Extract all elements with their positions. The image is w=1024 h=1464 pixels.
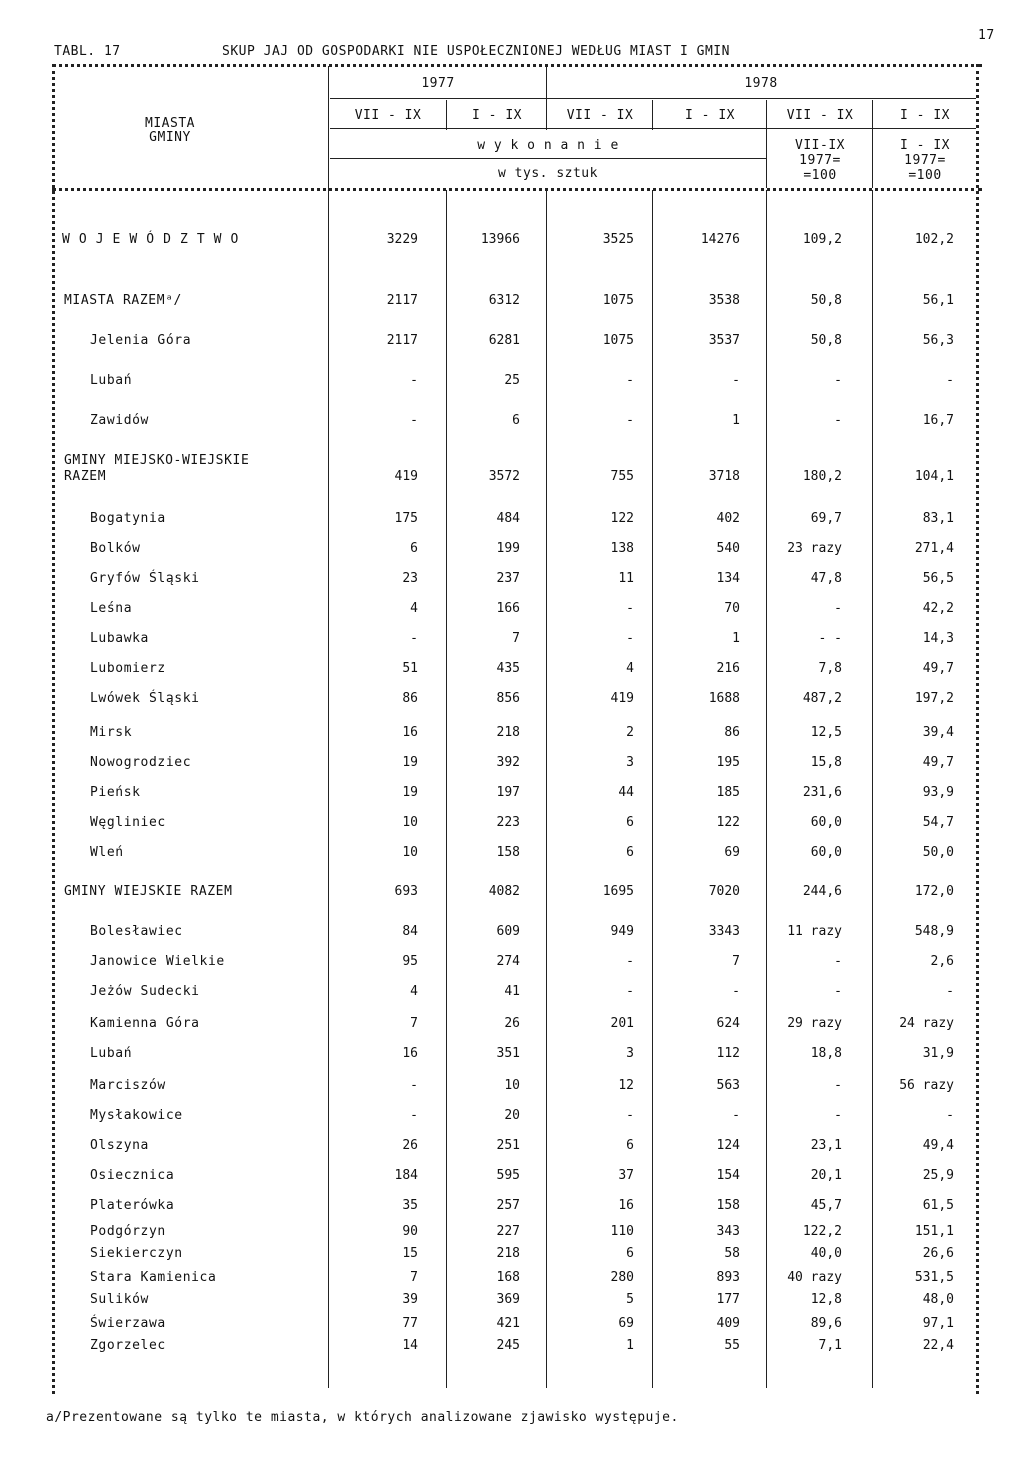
row-value-col3: 44 xyxy=(618,785,634,800)
row-value-col4: 1 xyxy=(732,631,740,646)
table-label: TABL. 17 xyxy=(54,44,121,59)
row-value-col3: 3 xyxy=(626,1046,634,1061)
row-value-col3: 37 xyxy=(618,1168,634,1183)
col-divider-2 xyxy=(546,190,547,1388)
row-value-col4: - xyxy=(732,373,740,388)
row-value-col2: 20 xyxy=(504,1108,520,1123)
row-value-col1: 15 xyxy=(402,1246,418,1261)
row-value-col2: 10 xyxy=(504,1078,520,1093)
row-value-col5: 89,6 xyxy=(810,1316,842,1331)
row-value-col2: 351 xyxy=(496,1046,520,1061)
row-value-col1: 419 xyxy=(394,469,418,484)
row-value-col1: 2117 xyxy=(386,333,418,348)
row-value-col4: 58 xyxy=(724,1246,740,1261)
row-value-col3: 755 xyxy=(610,469,634,484)
row-value-col5: 231,6 xyxy=(802,785,842,800)
year-1978: 1978 xyxy=(744,76,778,91)
row-name: Kamienna Góra xyxy=(90,1016,200,1031)
row-name: Zgorzelec xyxy=(90,1338,166,1353)
row-value-col4: - xyxy=(732,1108,740,1123)
row-name: Lubawka xyxy=(90,631,149,646)
period-4: I - IX xyxy=(685,108,735,123)
row-value-col5: 180,2 xyxy=(802,469,842,484)
row-value-col1: - xyxy=(410,1108,418,1123)
row-name: Zawidów xyxy=(90,413,149,428)
row-value-col1: 14 xyxy=(402,1338,418,1353)
row-value-col6: 548,9 xyxy=(914,924,954,939)
row-value-col5: 244,6 xyxy=(802,884,842,899)
row-name: Pieńsk xyxy=(90,785,141,800)
row-value-col4: 134 xyxy=(716,571,740,586)
row-value-col5: - xyxy=(834,601,842,616)
row-value-col6: 61,5 xyxy=(922,1198,954,1213)
row-value-col3: 6 xyxy=(626,1138,634,1153)
left-border xyxy=(52,64,55,1394)
row-value-col4: 343 xyxy=(716,1224,740,1239)
row-value-col6: 42,2 xyxy=(922,601,954,616)
row-value-col2: 245 xyxy=(496,1338,520,1353)
header-bottom-border xyxy=(52,188,982,191)
row-value-col4: 3538 xyxy=(708,293,740,308)
page-number: 17 xyxy=(978,28,995,43)
row-value-col6: 102,2 xyxy=(914,232,954,247)
row-value-col2: 595 xyxy=(496,1168,520,1183)
row-name: Mirsk xyxy=(90,725,133,740)
row-value-col3: 122 xyxy=(610,511,634,526)
col-divider-5 xyxy=(872,190,873,1388)
row-value-col2: 7 xyxy=(512,631,520,646)
row-name: Siekierczyn xyxy=(90,1246,183,1261)
row-value-col3: 12 xyxy=(618,1078,634,1093)
row-value-col4: 70 xyxy=(724,601,740,616)
period-underline xyxy=(330,128,976,129)
row-value-col1: 10 xyxy=(402,845,418,860)
row-value-col4: 624 xyxy=(716,1016,740,1031)
row-value-col6: 25,9 xyxy=(922,1168,954,1183)
col-divider-1a xyxy=(446,100,447,130)
row-value-col1: - xyxy=(410,631,418,646)
row-value-col6: 14,3 xyxy=(922,631,954,646)
col-divider-1 xyxy=(446,190,447,1388)
row-value-col1: 7 xyxy=(410,1270,418,1285)
row-name: Sulików xyxy=(90,1292,149,1307)
row-name: Platerówka xyxy=(90,1198,175,1213)
row-value-col5: 18,8 xyxy=(810,1046,842,1061)
row-value-col4: 55 xyxy=(724,1338,740,1353)
row-name: Lubomierz xyxy=(90,661,166,676)
row-value-col1: 3229 xyxy=(386,232,418,247)
row-value-col2: 392 xyxy=(496,755,520,770)
row-value-col5: 47,8 xyxy=(810,571,842,586)
row-value-col3: 949 xyxy=(610,924,634,939)
row-name: Mysłakowice xyxy=(90,1108,183,1123)
row-name: Świerzawa xyxy=(90,1316,166,1331)
row-name: Wleń xyxy=(90,845,124,860)
row-value-col3: 3525 xyxy=(602,232,634,247)
row-value-col6: 49,4 xyxy=(922,1138,954,1153)
row-value-col4: 7 xyxy=(732,954,740,969)
row-value-col2: 223 xyxy=(496,815,520,830)
row-value-col1: 7 xyxy=(410,1016,418,1031)
row-value-col5: 12,8 xyxy=(810,1292,842,1307)
row-value-col4: 3718 xyxy=(708,469,740,484)
row-value-col6: 172,0 xyxy=(914,884,954,899)
row-value-col1: 693 xyxy=(394,884,418,899)
row-name: Lwówek Śląski xyxy=(90,691,200,706)
row-name: Bolków xyxy=(90,541,141,556)
row-name: MIASTA RAZEMᵃ/ xyxy=(64,293,182,308)
row-value-col5: 122,2 xyxy=(802,1224,842,1239)
row-value-col3: - xyxy=(626,1108,634,1123)
row-value-col6: 93,9 xyxy=(922,785,954,800)
row-value-col4: 177 xyxy=(716,1292,740,1307)
row-value-col4: 3537 xyxy=(708,333,740,348)
row-value-col3: 419 xyxy=(610,691,634,706)
row-value-col4: 122 xyxy=(716,815,740,830)
row-value-col3: 1695 xyxy=(602,884,634,899)
row-value-col3: - xyxy=(626,601,634,616)
row-label-miasta: MIASTA xyxy=(145,116,195,131)
row-name: Lubań xyxy=(90,373,133,388)
row-value-col6: 24 razy xyxy=(899,1016,954,1031)
row-value-col1: - xyxy=(410,373,418,388)
row-value-col1: 4 xyxy=(410,984,418,999)
index-b: I - IX 1977= =100 xyxy=(900,138,950,183)
row-value-col5: 29 razy xyxy=(787,1016,842,1031)
row-value-col1: 84 xyxy=(402,924,418,939)
row-name: Jelenia Góra xyxy=(90,333,192,348)
row-value-col1: 19 xyxy=(402,785,418,800)
row-value-col5: 40 razy xyxy=(787,1270,842,1285)
row-value-col6: 39,4 xyxy=(922,725,954,740)
row-name: Leśna xyxy=(90,601,133,616)
row-value-col6: - xyxy=(946,373,954,388)
col-divider-4 xyxy=(766,190,767,1388)
row-value-col6: 531,5 xyxy=(914,1270,954,1285)
period-1: VII - IX xyxy=(354,108,422,123)
row-value-col5: 69,7 xyxy=(810,511,842,526)
row-value-col1: 10 xyxy=(402,815,418,830)
row-name: Podgórzyn xyxy=(90,1224,166,1239)
row-value-col1: 2117 xyxy=(386,293,418,308)
row-value-col2: 856 xyxy=(496,691,520,706)
row-value-col1: 16 xyxy=(402,1046,418,1061)
row-value-col5: 23,1 xyxy=(810,1138,842,1153)
row-value-col5: - xyxy=(834,413,842,428)
row-value-col4: 216 xyxy=(716,661,740,676)
row-value-col3: 6 xyxy=(626,1246,634,1261)
row-value-col5: 12,5 xyxy=(810,725,842,740)
row-value-col6: 151,1 xyxy=(914,1224,954,1239)
row-value-col2: 6312 xyxy=(488,293,520,308)
row-value-col3: 201 xyxy=(610,1016,634,1031)
row-value-col6: 31,9 xyxy=(922,1046,954,1061)
row-value-col4: 14276 xyxy=(700,232,740,247)
row-value-col5: 23 razy xyxy=(787,541,842,556)
row-value-col5: 11 razy xyxy=(787,924,842,939)
col-divider-0 xyxy=(328,66,329,1388)
year-underline xyxy=(330,98,976,99)
row-name: Lubań xyxy=(90,1046,133,1061)
row-value-col3: 4 xyxy=(626,661,634,676)
row-value-col5: 45,7 xyxy=(810,1198,842,1213)
row-value-col1: 51 xyxy=(402,661,418,676)
row-value-col3: 11 xyxy=(618,571,634,586)
row-value-col5: 7,1 xyxy=(818,1338,842,1353)
row-value-col6: 26,6 xyxy=(922,1246,954,1261)
row-value-col5: - xyxy=(834,1078,842,1093)
row-value-col2: 158 xyxy=(496,845,520,860)
row-value-col3: 2 xyxy=(626,725,634,740)
row-name: Marciszów xyxy=(90,1078,166,1093)
row-value-col2: 218 xyxy=(496,725,520,740)
row-value-col6: 56,3 xyxy=(922,333,954,348)
row-value-col4: 3343 xyxy=(708,924,740,939)
row-value-col1: 35 xyxy=(402,1198,418,1213)
row-value-col4: 195 xyxy=(716,755,740,770)
row-value-col1: 184 xyxy=(394,1168,418,1183)
row-value-col4: 402 xyxy=(716,511,740,526)
row-value-col5: 15,8 xyxy=(810,755,842,770)
row-value-col5: 7,8 xyxy=(818,661,842,676)
row-name: Nowogrodziec xyxy=(90,755,192,770)
row-value-col2: 421 xyxy=(496,1316,520,1331)
row-value-col3: 280 xyxy=(610,1270,634,1285)
row-name: GMINY WIEJSKIE RAZEM xyxy=(64,884,233,899)
row-value-col6: 16,7 xyxy=(922,413,954,428)
row-value-col2: 4082 xyxy=(488,884,520,899)
row-value-col6: 56 razy xyxy=(899,1078,954,1093)
col-divider-5a xyxy=(872,100,873,188)
row-value-col6: 197,2 xyxy=(914,691,954,706)
row-value-col3: 3 xyxy=(626,755,634,770)
row-value-col3: 16 xyxy=(618,1198,634,1213)
row-value-col2: 6281 xyxy=(488,333,520,348)
table-title: SKUP JAJ OD GOSPODARKI NIE USPOŁECZNIONEJ WEDŁUG MIAST I GMIN xyxy=(222,44,730,59)
row-value-col4: 86 xyxy=(724,725,740,740)
row-value-col6: 104,1 xyxy=(914,469,954,484)
row-value-col6: - xyxy=(946,984,954,999)
row-value-col6: 271,4 xyxy=(914,541,954,556)
period-5: VII - IX xyxy=(786,108,854,123)
index-a: VII-IX 1977= =100 xyxy=(795,138,845,183)
row-value-col6: 56,5 xyxy=(922,571,954,586)
row-value-col5: 20,1 xyxy=(810,1168,842,1183)
row-value-col5: 60,0 xyxy=(810,845,842,860)
wykonanie-underline xyxy=(330,158,766,159)
row-value-col3: 110 xyxy=(610,1224,634,1239)
row-value-col3: - xyxy=(626,631,634,646)
row-name: Bogatynia xyxy=(90,511,166,526)
row-value-col4: 1 xyxy=(732,413,740,428)
row-value-col3: 138 xyxy=(610,541,634,556)
row-value-col2: 257 xyxy=(496,1198,520,1213)
row-name: Janowice Wielkie xyxy=(90,954,225,969)
col-divider-3a xyxy=(652,100,653,130)
row-value-col3: - xyxy=(626,373,634,388)
row-name: Olszyna xyxy=(90,1138,149,1153)
row-value-col4: 124 xyxy=(716,1138,740,1153)
row-value-col3: 69 xyxy=(618,1316,634,1331)
row-value-col4: 158 xyxy=(716,1198,740,1213)
row-name: Osiecznica xyxy=(90,1168,175,1183)
row-value-col1: - xyxy=(410,413,418,428)
row-value-col1: 26 xyxy=(402,1138,418,1153)
row-value-col1: 77 xyxy=(402,1316,418,1331)
row-name: Bolesławiec xyxy=(90,924,183,939)
row-value-col1: - xyxy=(410,1078,418,1093)
row-value-col5: - xyxy=(834,984,842,999)
row-value-col5: 40,0 xyxy=(810,1246,842,1261)
row-value-col3: - xyxy=(626,413,634,428)
row-value-col2: 168 xyxy=(496,1270,520,1285)
row-value-col3: 1 xyxy=(626,1338,634,1353)
row-value-col6: 83,1 xyxy=(922,511,954,526)
row-value-col2: 227 xyxy=(496,1224,520,1239)
row-value-col5: 50,8 xyxy=(810,293,842,308)
row-value-col4: 540 xyxy=(716,541,740,556)
row-value-col3: 5 xyxy=(626,1292,634,1307)
row-value-col1: 19 xyxy=(402,755,418,770)
row-value-col6: 48,0 xyxy=(922,1292,954,1307)
row-value-col2: 237 xyxy=(496,571,520,586)
row-value-col4: 154 xyxy=(716,1168,740,1183)
row-value-col6: 49,7 xyxy=(922,755,954,770)
row-name-line2: RAZEM xyxy=(64,469,107,484)
row-value-col1: 16 xyxy=(402,725,418,740)
row-value-col5: - xyxy=(834,373,842,388)
row-value-col5: 109,2 xyxy=(802,232,842,247)
row-value-col4: 1688 xyxy=(708,691,740,706)
row-value-col6: 56,1 xyxy=(922,293,954,308)
row-value-col1: 86 xyxy=(402,691,418,706)
row-value-col2: 435 xyxy=(496,661,520,676)
row-value-col4: 69 xyxy=(724,845,740,860)
row-value-col2: 218 xyxy=(496,1246,520,1261)
row-value-col2: 6 xyxy=(512,413,520,428)
row-value-col4: 409 xyxy=(716,1316,740,1331)
period-2: I - IX xyxy=(472,108,522,123)
row-value-col4: - xyxy=(732,984,740,999)
row-value-col2: 166 xyxy=(496,601,520,616)
row-value-col1: 95 xyxy=(402,954,418,969)
row-value-col2: 609 xyxy=(496,924,520,939)
row-value-col5: 487,2 xyxy=(802,691,842,706)
col-divider-4a xyxy=(766,100,767,188)
row-name: Gryfów Śląski xyxy=(90,571,200,586)
row-value-col1: 23 xyxy=(402,571,418,586)
period-3: VII - IX xyxy=(566,108,634,123)
row-value-col4: 563 xyxy=(716,1078,740,1093)
row-value-col2: 41 xyxy=(504,984,520,999)
row-name: Jeżów Sudecki xyxy=(90,984,200,999)
row-value-col5: 50,8 xyxy=(810,333,842,348)
row-value-col6: 22,4 xyxy=(922,1338,954,1353)
row-value-col3: 6 xyxy=(626,815,634,830)
row-name: W O J E W Ó D Z T W O xyxy=(62,232,239,247)
row-value-col5: 60,0 xyxy=(810,815,842,830)
year-1977: 1977 xyxy=(421,76,455,91)
row-value-col4: 112 xyxy=(716,1046,740,1061)
row-value-col2: 197 xyxy=(496,785,520,800)
row-value-col1: 175 xyxy=(394,511,418,526)
row-value-col5: - xyxy=(834,1108,842,1123)
row-value-col4: 893 xyxy=(716,1270,740,1285)
row-value-col1: 90 xyxy=(402,1224,418,1239)
row-value-col3: 6 xyxy=(626,845,634,860)
row-value-col1: 39 xyxy=(402,1292,418,1307)
top-border xyxy=(52,64,982,67)
col-divider-3 xyxy=(652,190,653,1388)
row-value-col1: 6 xyxy=(410,541,418,556)
row-value-col6: 50,0 xyxy=(922,845,954,860)
wykonanie-label: w y k o n a n i e xyxy=(477,138,619,153)
row-value-col3: - xyxy=(626,954,634,969)
row-value-col5: - - xyxy=(818,631,842,646)
row-value-col2: 26 xyxy=(504,1016,520,1031)
row-value-col2: 369 xyxy=(496,1292,520,1307)
row-value-col3: - xyxy=(626,984,634,999)
row-name: GMINY MIEJSKO-WIEJSKIE xyxy=(64,453,250,468)
row-value-col4: 7020 xyxy=(708,884,740,899)
row-value-col1: 4 xyxy=(410,601,418,616)
row-value-col2: 484 xyxy=(496,511,520,526)
unit-label: w tys. sztuk xyxy=(498,166,598,181)
row-value-col4: 185 xyxy=(716,785,740,800)
footnote: a/Prezentowane są tylko te miasta, w których analizowane zjawisko występuje. xyxy=(46,1410,679,1425)
row-value-col3: 1075 xyxy=(602,293,634,308)
row-value-col2: 251 xyxy=(496,1138,520,1153)
row-value-col5: - xyxy=(834,954,842,969)
row-value-col2: 199 xyxy=(496,541,520,556)
row-name: Węgliniec xyxy=(90,815,166,830)
row-value-col6: 54,7 xyxy=(922,815,954,830)
row-value-col6: 97,1 xyxy=(922,1316,954,1331)
row-value-col6: 2,6 xyxy=(930,954,954,969)
period-6: I - IX xyxy=(900,108,950,123)
row-value-col2: 274 xyxy=(496,954,520,969)
row-value-col2: 25 xyxy=(504,373,520,388)
row-value-col2: 13966 xyxy=(480,232,520,247)
row-label-gminy: GMINY xyxy=(149,130,191,145)
row-name: Stara Kamienica xyxy=(90,1270,217,1285)
row-value-col2: 3572 xyxy=(488,469,520,484)
row-value-col6: - xyxy=(946,1108,954,1123)
right-border xyxy=(976,64,979,1394)
row-value-col3: 1075 xyxy=(602,333,634,348)
row-value-col6: 49,7 xyxy=(922,661,954,676)
